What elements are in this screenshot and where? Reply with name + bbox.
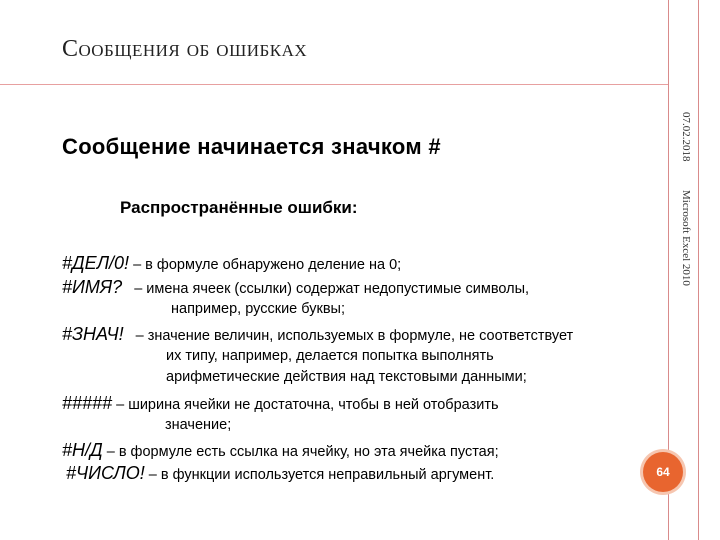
page-number: 64 xyxy=(656,465,670,479)
error-row-width xyxy=(62,393,499,414)
error-separator: – xyxy=(112,397,129,413)
error-description: в формуле есть ссылка на ячейку, но эта ячейка пустая; xyxy=(118,444,499,460)
frame-line-right xyxy=(698,0,699,540)
error-row-value xyxy=(62,324,573,345)
error-separator: – xyxy=(130,281,147,297)
error-row-name xyxy=(62,277,529,298)
error-separator: – xyxy=(102,444,119,460)
subheading: Распространённые ошибки: xyxy=(120,198,358,217)
slide-title: Сообщения об ошибках xyxy=(62,36,308,62)
error-description: ширина ячейки не достаточна, чтобы в ней отобразить xyxy=(128,397,499,413)
error-code: #ЗНАЧ! xyxy=(62,324,124,344)
error-description-continued: значение; xyxy=(165,417,232,433)
error-separator: – xyxy=(144,467,161,483)
side-date: 07.02.2018 xyxy=(680,112,692,162)
error-description: в функции используется неправильный аргумент. xyxy=(160,467,495,483)
error-row-num xyxy=(66,463,494,484)
error-description: значение величин, используемых в формуле, не соответствует xyxy=(147,328,574,344)
error-description-continued: например, русские буквы; xyxy=(171,301,345,317)
error-code: #ИМЯ? xyxy=(62,277,123,297)
main-heading: Сообщение начинается значком # xyxy=(62,134,441,159)
page-number-badge xyxy=(643,452,683,492)
error-separator: – xyxy=(129,257,146,273)
error-description-continued: арифметические действия над текстовыми данными; xyxy=(166,369,527,385)
title-divider xyxy=(0,84,668,85)
error-code: ##### xyxy=(62,393,113,413)
error-code: #ЧИСЛО! xyxy=(66,463,145,483)
error-code: #ДЕЛ/0! xyxy=(62,253,130,273)
side-product: Microsoft Excel 2010 xyxy=(680,190,692,286)
error-description: имена ячеек (ссылки) содержат недопустимые символы, xyxy=(146,281,530,297)
error-separator: – xyxy=(131,328,148,344)
error-row-div0 xyxy=(62,253,401,274)
error-description-continued: их типу, например, делается попытка выполнять xyxy=(166,348,494,364)
error-code: #Н/Д xyxy=(62,440,103,460)
error-row-na xyxy=(62,440,499,461)
error-description: в формуле обнаружено деление на 0; xyxy=(145,257,402,273)
